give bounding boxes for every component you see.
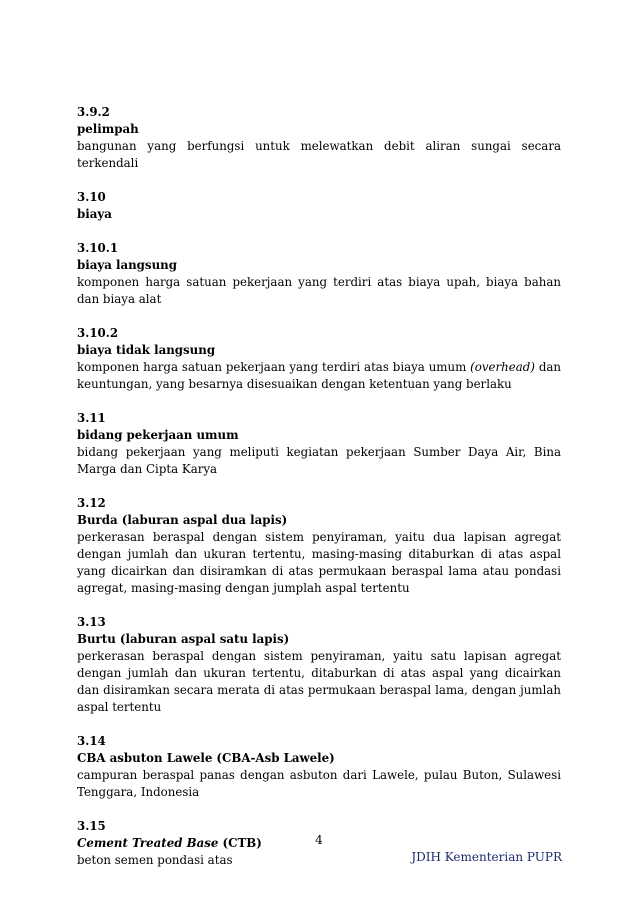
definition-italic-text: (overhead) xyxy=(470,360,535,374)
definition-text: komponen harga satuan pekerjaan yang terdiri atas biaya umum xyxy=(77,360,471,374)
entry-number: 3.12 xyxy=(77,496,106,510)
entry-3-11 xyxy=(77,410,561,478)
entry-term: biaya xyxy=(77,207,112,221)
entry-number: 3.10.2 xyxy=(77,326,119,340)
entry-term: biaya tidak langsung xyxy=(77,343,216,357)
entry-definition xyxy=(77,359,561,393)
entry-term: CBA asbuton Lawele (CBA-Asb Lawele) xyxy=(77,751,335,765)
entry-definition: beton semen pondasi atas xyxy=(77,853,233,867)
entry-definition: perkerasan beraspal dengan sistem penyiraman, yaitu dua lapisan agregat dengan jumlah dan ukuran tertentu, masing-masing ditaburkan di atas aspal yang dicairkan dan disiramkan di atas permukaan beraspal lama atau pondasi agregat, masing-masing dengan jumplah aspal tertentu xyxy=(77,530,561,595)
definition-text: dan keuntungan, yang besarnya disesuaikan dengan ketentuan yang berlaku xyxy=(77,360,562,391)
entry-number: 3.10 xyxy=(77,190,106,204)
entry-3-10 xyxy=(77,189,561,223)
entry-3-12 xyxy=(77,495,561,597)
entry-definition: komponen harga satuan pekerjaan yang terdiri atas biaya upah, biaya bahan dan biaya alat xyxy=(77,275,561,306)
footer-source: JDIH Kementerian PUPR xyxy=(411,850,562,864)
entry-number: 3.11 xyxy=(77,411,106,425)
entry-3-14 xyxy=(77,733,561,801)
entry-definition: bangunan yang berfungsi untuk melewatkan debit aliran sungai secara terkendali xyxy=(77,139,561,170)
entry-number: 3.13 xyxy=(77,615,106,629)
term-italic-text: Cement Treated Base xyxy=(77,836,219,850)
page-number: 4 xyxy=(315,833,323,847)
entry-term: pelimpah xyxy=(77,122,139,136)
entry-3-10-2 xyxy=(77,325,561,393)
entry-number: 3.10.1 xyxy=(77,241,119,255)
document-body xyxy=(77,104,561,886)
entry-definition: perkerasan beraspal dengan sistem penyiraman, yaitu satu lapisan agregat dengan jumlah dan ukuran tertentu, ditaburkan di atas aspal yang dicairkan dan disiramkan secara merata di atas permukaan beraspal lama, dengan jumlah aspal tertentu xyxy=(77,649,561,714)
entry-term: bidang pekerjaan umum xyxy=(77,428,239,442)
entry-3-10-1 xyxy=(77,240,561,308)
entry-definition: campuran beraspal panas dengan asbuton dari Lawele, pulau Buton, Sulawesi Tenggara, Indonesia xyxy=(77,768,561,799)
term-text: (CTB) xyxy=(218,836,262,850)
entry-term: Burda (laburan aspal dua lapis) xyxy=(77,513,288,527)
entry-definition: bidang pekerjaan yang meliputi kegiatan pekerjaan Sumber Daya Air, Bina Marga dan Cipta Karya xyxy=(77,445,561,476)
entry-term: Burtu (laburan aspal satu lapis) xyxy=(77,632,290,646)
entry-3-13 xyxy=(77,614,561,716)
entry-3-9-2 xyxy=(77,104,561,172)
entry-number: 3.9.2 xyxy=(77,105,110,119)
entry-number: 3.14 xyxy=(77,734,106,748)
entry-term: biaya langsung xyxy=(77,258,177,272)
entry-number: 3.15 xyxy=(77,819,106,833)
